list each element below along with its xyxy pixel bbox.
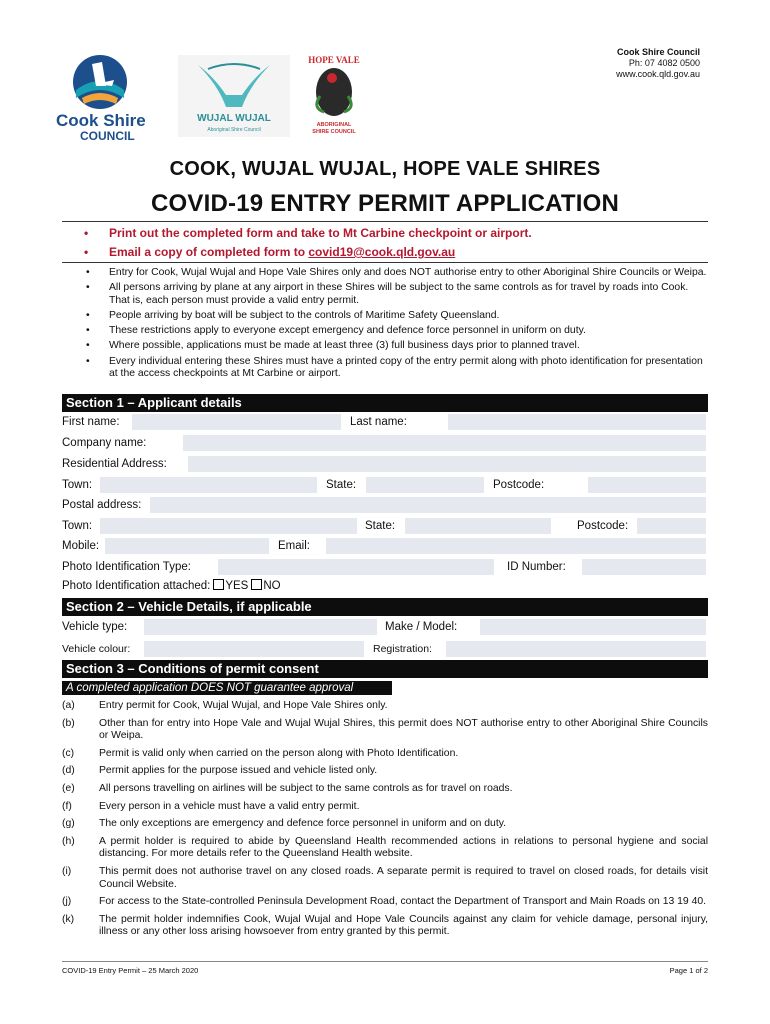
footer-divider [62,961,708,962]
residential-state-label: State: [326,479,357,491]
info-item [62,356,708,381]
wujal-logo-name: WUJAL WUJAL [197,113,271,124]
info-text: Where possible, applications must be made at least three (3) full business days prior to planned travel. [109,340,580,352]
info-item [62,267,708,280]
condition-text: For access to the State-controlled Peninsula Development Road, contact the Department of Transport and Main Roads on 13 19 40. [99,896,707,908]
condition-text: Permit applies for the purpose issued and vehicle listed only. [99,765,378,777]
residential-state-field[interactable] [366,477,484,493]
bullet-icon: • [86,325,90,337]
instruction-email [62,243,708,262]
cook-logo-line2: COUNCIL [80,129,135,142]
photo-id-type-field[interactable] [218,559,494,575]
vehicle-colour-field[interactable] [144,641,364,657]
bullet-icon: • [84,226,89,240]
condition-key: (j) [62,896,72,908]
document-title-line2: COVID-19 ENTRY PERMIT APPLICATION [151,190,619,217]
condition-key: (k) [62,913,75,925]
contact-web: www.cook.qld.gov.au [616,69,700,79]
footer-page-number: Page 1 of 2 [669,966,708,975]
make-model-label: Make / Model: [385,621,458,633]
condition-key: (i) [62,865,72,877]
bullet-icon: • [84,245,89,259]
condition-item [62,700,708,713]
instruction-email-text: Email a copy of completed form to [109,245,309,259]
contact-phone: Ph: 07 4082 0500 [628,58,700,68]
registration-label: Registration: [373,643,432,655]
info-item [62,310,708,323]
vehicle-type-label: Vehicle type: [62,621,128,633]
last-name-field[interactable] [448,414,706,430]
first-name-label: First name: [62,416,120,428]
postal-address-label: Postal address: [62,499,142,511]
info-text: Entry for Cook, Wujal Wujal and Hope Vale Shires only and does NOT authorise entry to other Aboriginal Shire Councils or Weipa. [109,267,707,278]
email-link[interactable]: covid19@cook.qld.gov.au [308,245,456,259]
residential-town-field[interactable] [100,477,317,493]
condition-item [62,818,708,831]
instruction-print-text: Print out the completed form and take to Mt Carbine checkpoint or airport. [109,226,532,240]
info-item [62,282,708,307]
info-text: Every individual entering these Shires must have a printed copy of the entry permit along with photo identification for presentation at the access checkpoints at Mt Carbine or airport. [109,355,703,380]
condition-item [62,866,708,891]
council-contact [616,47,700,80]
condition-text: This permit does not authorise travel on any closed roads. A separate permit is required to travel on closed roads, for details visit Council Website. [99,865,708,890]
postal-postcode-label: Postcode: [577,520,629,532]
no-checkbox[interactable] [251,579,262,590]
condition-key: (h) [62,835,75,847]
conditions-list [62,700,708,944]
section2-heading: Section 2 – Vehicle Details, if applicable [62,598,708,616]
info-item [62,325,708,338]
postal-state-label: State: [365,520,396,532]
postal-town-field[interactable] [100,518,357,534]
hope-logo-sub2: SHIRE COUNCIL [312,129,356,135]
residential-postcode-field[interactable] [588,477,706,493]
condition-item [62,765,708,778]
condition-key: (b) [62,717,75,729]
residential-postcode-label: Postcode: [493,479,545,491]
mobile-field[interactable] [105,538,269,554]
condition-item [62,748,708,761]
yes-label: YES [225,580,249,592]
section3-subheading: A completed application DOES NOT guarantee approval [62,681,392,695]
postal-postcode-field[interactable] [637,518,706,534]
postal-town-label: Town: [62,520,93,532]
info-text: These restrictions apply to everyone except emergency and defence force personnel in uniform on duty. [109,325,586,337]
company-name-field[interactable] [183,435,706,451]
instruction-divider [62,262,708,263]
condition-item [62,836,708,861]
section3-heading: Section 3 – Conditions of permit consent [62,660,708,678]
footer-document-name: COVID-19 Entry Permit – 25 March 2020 [62,966,199,975]
id-number-label: ID Number: [507,561,566,573]
condition-text: A permit holder is required to abide by Queensland Health recommended actions in relations to personal hygiene and social distancing. For more details refer to the Queensland Health website. [99,835,708,860]
bullet-icon: • [86,340,90,352]
bullet-icon: • [86,309,90,321]
condition-item [62,718,708,743]
no-label: NO [263,580,281,592]
condition-item [62,801,708,814]
info-item [62,340,708,353]
bullet-icon: • [86,355,90,367]
residential-town-label: Town: [62,479,93,491]
hope-logo-sub1: ABORIGINAL [316,122,352,128]
postal-state-field[interactable] [405,518,551,534]
contact-org: Cook Shire Council [616,47,700,57]
hope-vale-logo [302,52,366,136]
condition-key: (c) [62,747,75,759]
last-name-label: Last name: [350,416,407,428]
cook-shire-logo [52,52,170,142]
condition-key: (d) [62,765,75,777]
instruction-print [62,224,708,243]
info-text: People arriving by boat will be subject to the controls of Maritime Safety Queensland. [109,309,500,321]
make-model-field[interactable] [480,619,706,635]
yes-checkbox[interactable] [213,579,224,590]
email-field[interactable] [326,538,706,554]
registration-field[interactable] [446,641,706,657]
condition-key: (f) [62,800,72,812]
condition-text: Permit is valid only when carried on the person along with Photo Identification. [99,747,459,759]
cook-logo-line1: Cook Shire [56,111,146,130]
condition-text: All persons travelling on airlines will be subject to the same controls as for travel on roads. [99,782,513,794]
wujal-wujal-logo [178,55,290,137]
bullet-icon: • [86,267,90,278]
hope-logo-name: HOPE VALE [308,55,360,65]
postal-address-field[interactable] [150,497,706,513]
residential-address-field[interactable] [188,456,706,472]
condition-text: Entry permit for Cook, Wujal Wujal, and Hope Vale Shires only. [99,700,388,711]
photo-id-attached-row [62,579,281,593]
condition-text: The only exceptions are emergency and defence force personnel in uniform and on duty. [99,818,507,830]
condition-text: The permit holder indemnifies Cook, Wujal Wujal and Hope Vale Councils against any claim for vehicle damage, personal injury, illness or any other loss arising howsoever from entry granted by this permit. [99,913,708,938]
vehicle-type-field[interactable] [144,619,377,635]
condition-key: (a) [62,700,75,711]
entry-information-list [62,267,708,383]
condition-key: (e) [62,782,75,794]
condition-item [62,914,708,939]
company-name-label: Company name: [62,437,147,449]
condition-key: (g) [62,818,75,830]
condition-text: Every person in a vehicle must have a valid entry permit. [99,800,360,812]
first-name-field[interactable] [132,414,341,430]
bullet-icon: • [86,282,90,294]
id-number-field[interactable] [582,559,706,575]
email-label: Email: [278,540,310,552]
photo-id-attached-label: Photo Identification attached: [62,580,211,592]
submission-instructions [62,224,708,262]
wujal-logo-sub: Aboriginal Shire Council [207,127,261,133]
residential-address-label: Residential Address: [62,458,167,470]
document-title-line1: COOK, WUJAL WUJAL, HOPE VALE SHIRES [169,158,601,180]
title-divider [62,221,708,222]
condition-text: Other than for entry into Hope Vale and Wujal Wujal Shires, this permit does NOT authorise entry to other Aboriginal Shire Councils or Weipa. [99,717,708,742]
info-text: All persons arriving by plane at any airport in these Shires will be subject to the same controls as for travel by roads into Cook. That is, each person must provide a valid entry permit. [109,282,689,306]
mobile-label: Mobile: [62,540,100,552]
photo-id-type-label: Photo Identification Type: [62,561,191,573]
section1-heading: Section 1 – Applicant details [62,394,708,412]
vehicle-colour-label: Vehicle colour: [62,643,131,655]
condition-item [62,783,708,796]
condition-item [62,896,708,909]
